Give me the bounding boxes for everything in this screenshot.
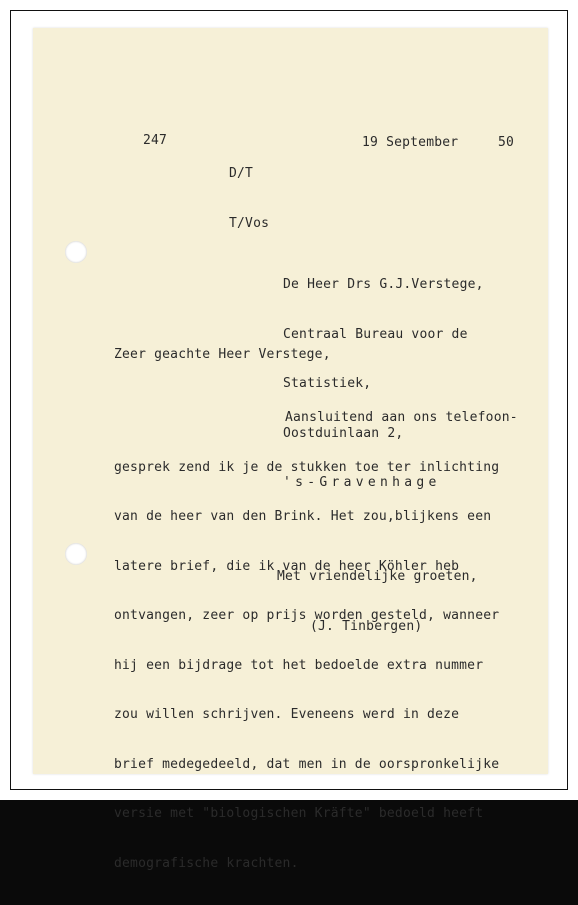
- letter-year: 50: [498, 135, 515, 150]
- body-line: Aansluitend aan ons telefoon-: [285, 410, 518, 425]
- body-line: gesprek zend ik je de stukken toe ter inlichting: [114, 459, 500, 475]
- reference-code-line: D/T: [229, 166, 254, 181]
- body-line: hij een bijdrage tot het bedoelde extra nummer: [114, 657, 484, 673]
- body-line: ontvangen, zeer op prijs worden gesteld, wanneer: [114, 608, 500, 623]
- reference-code-line: T/Vos: [229, 215, 270, 231]
- body-line: zou willen schrijven. Eveneens werd in deze: [114, 707, 460, 722]
- salutation: Zeer geachte Heer Verstege,: [114, 347, 331, 362]
- reference-code: [229, 133, 277, 265]
- address-line: Statistiek,: [283, 376, 372, 391]
- reference-number: 247: [143, 133, 168, 148]
- signature-name: (J. Tinbergen): [310, 619, 423, 634]
- body-line: brief medegedeeld, dat men in de oorspronkelijke: [114, 756, 500, 772]
- letter-date: 19 September: [362, 135, 459, 150]
- address-line: Centraal Bureau voor de: [283, 326, 468, 342]
- address-line: Oostduinlaan 2,: [283, 425, 404, 441]
- punch-hole-top: [65, 241, 87, 263]
- address-city: 's-Gravenhage: [283, 475, 441, 490]
- body-line: versie met "biologischen Kräfte" bedoeld heeft: [114, 806, 484, 821]
- letter-page: [33, 28, 548, 871]
- body-line: latere brief, die ik van de heer Köhler heb: [114, 558, 460, 574]
- closing-phrase: Met vriendelijke groeten,: [277, 569, 478, 584]
- letter-body: [114, 377, 518, 905]
- body-line: demografische krachten.: [114, 855, 299, 871]
- body-line: van de heer van den Brink. Het zou,blijkens een: [114, 509, 492, 524]
- address-line: De Heer Drs G.J.Verstege,: [283, 277, 484, 292]
- punch-hole-bottom: [65, 543, 87, 565]
